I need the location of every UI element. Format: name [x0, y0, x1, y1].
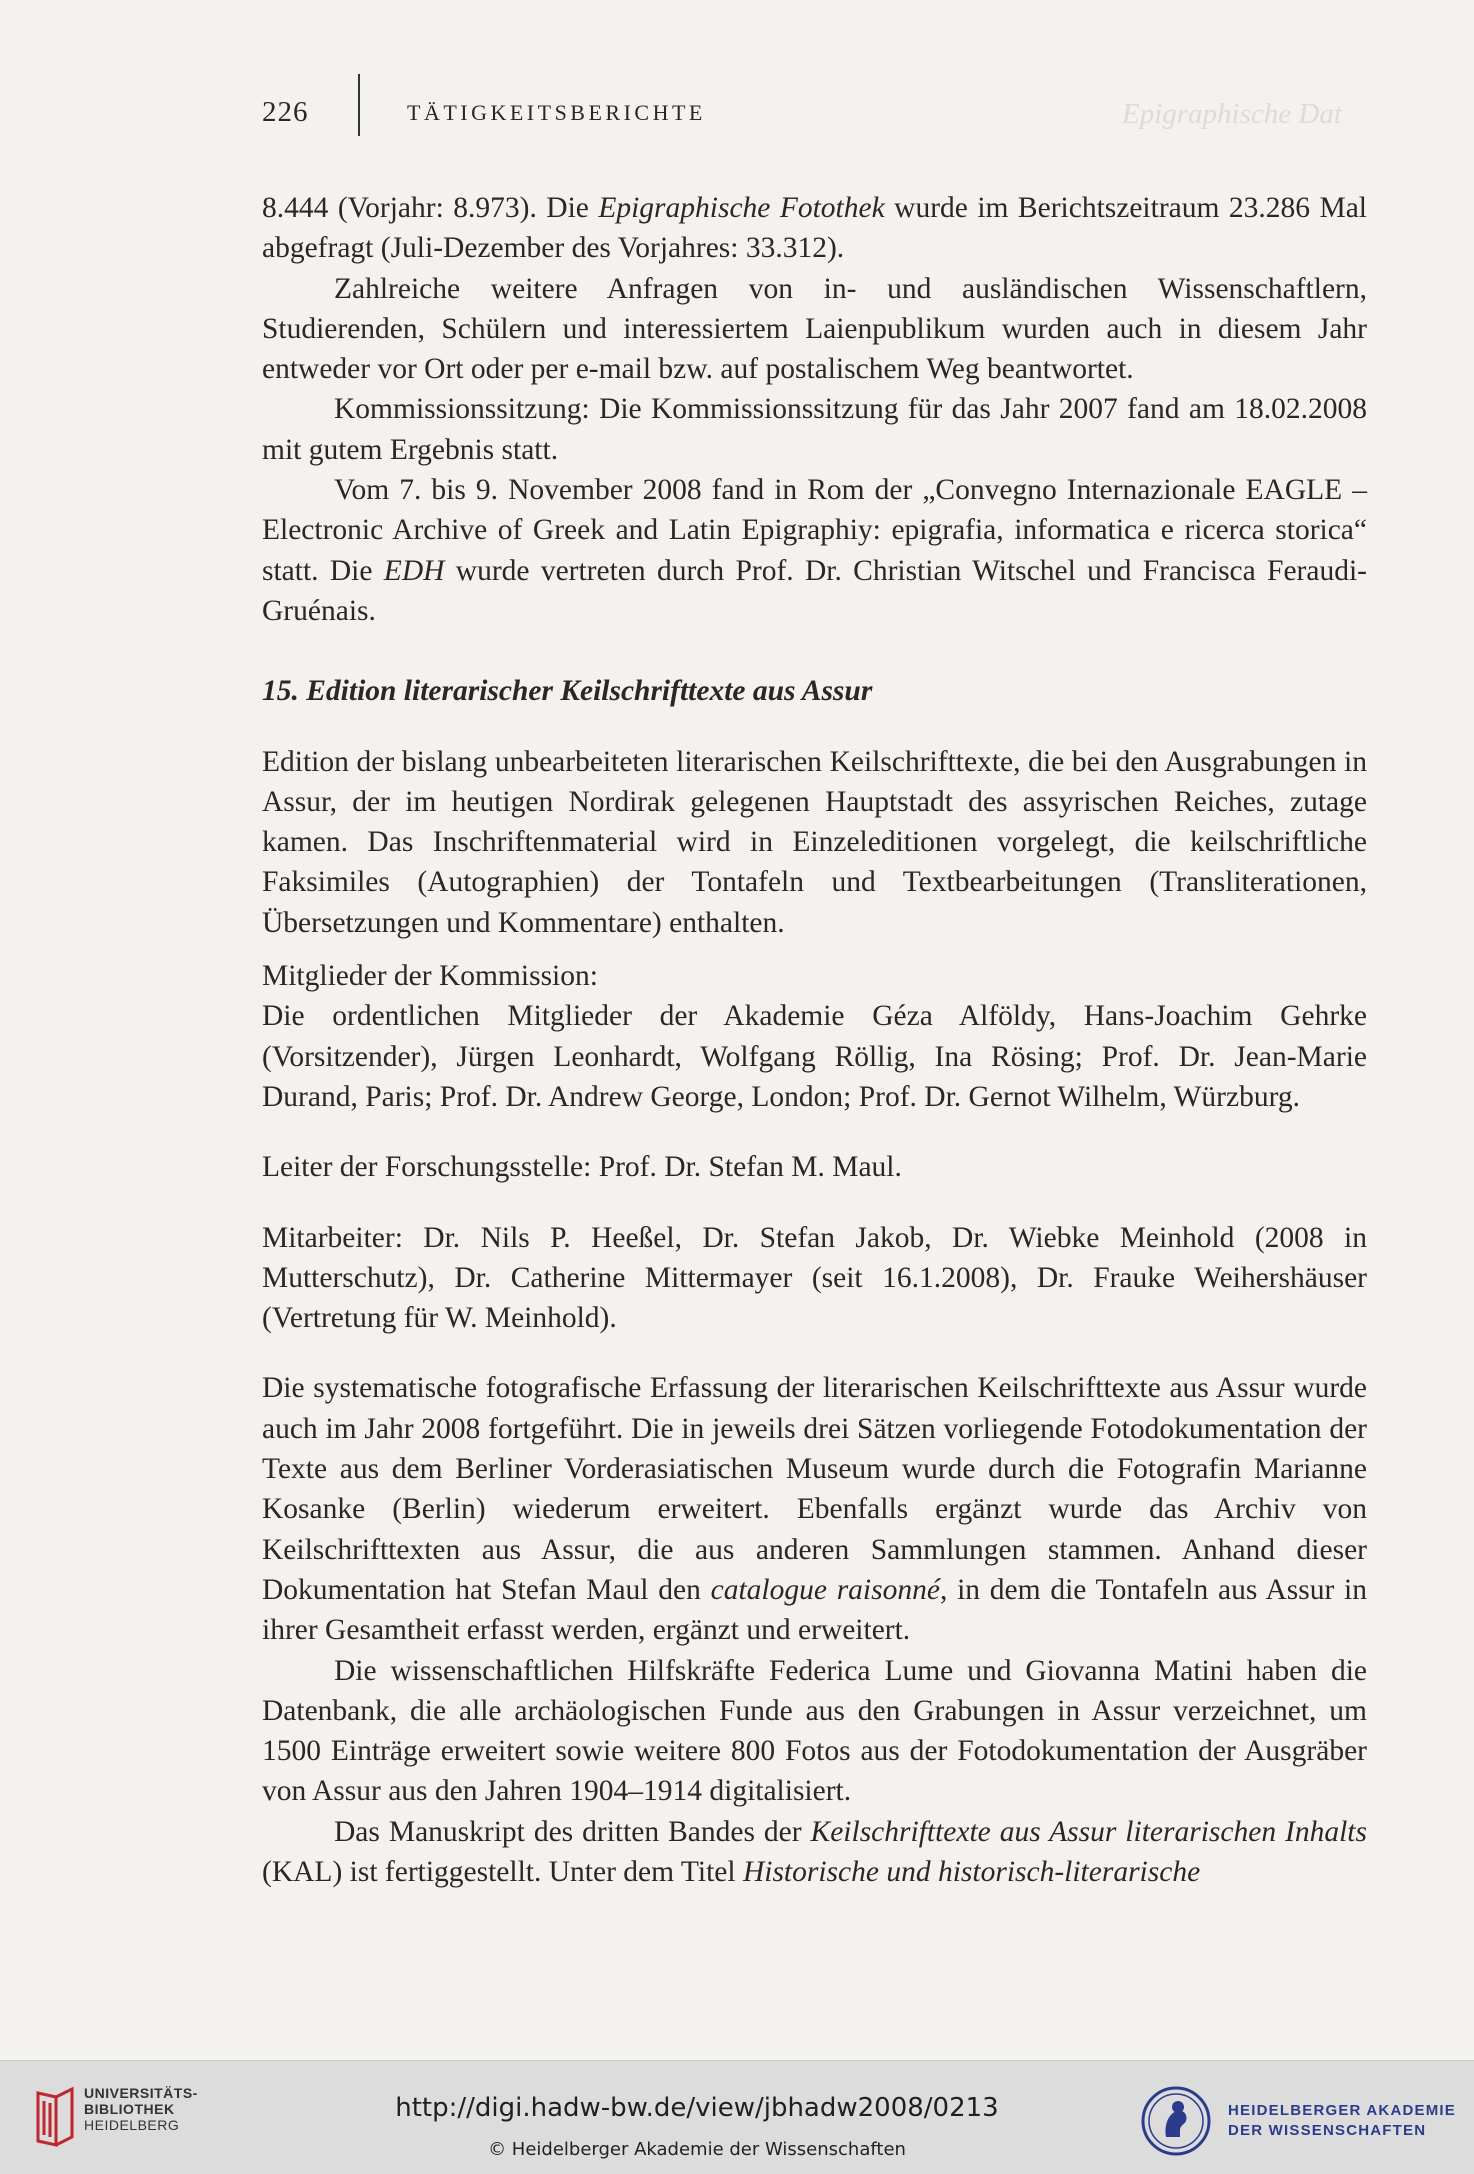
text-run: , in dem die Tontafeln aus Assur in ihrer Gesamtheit erfasst werden, ergänzt und erweitert.	[262, 1573, 1367, 1647]
academy-line: HEIDELBERGER AKADEMIE	[1228, 2102, 1456, 2119]
header-divider	[358, 74, 360, 136]
academy-seal-icon	[1140, 2085, 1212, 2157]
page-number: 226	[262, 96, 309, 128]
italic-title: Keilschrifttexte aus Assur literarischen Inhalts	[810, 1815, 1367, 1848]
italic-title: Epigraphische Fotothek	[598, 192, 885, 224]
viewer-footer	[0, 2060, 1474, 2174]
text-run: Die systematische fotografische Erfassung der literarischen Keilschrifttexte aus Assur wurde auch im Jahr 2008 fortgeführt. Die in jeweils drei Sätzen vorliegende Fotodokumentation der Texte aus dem Berliner Vorderasiatischen Museum wurde durch die Fotografin Marianne Kosanke (Berlin) wiederum erweitert. Ebenfalls ergänzt wurde das Archiv von Keilschrifttexten aus Assur, die aus anderen Sammlungen stammen. Anhand dieser Dokumentation hat Stefan Maul den	[262, 1372, 1367, 1606]
paragraph-members: Die ordentlichen Mitglieder der Akademie Géza Alföldy, Hans-Joachim Gehrke (Vorsitzender), Jürgen Leonhardt, Wolfgang Röllig, Ina Rösing; Prof. Dr. Jean-Marie Durand, Paris; Prof. Dr. Andrew George, London; Prof. Dr. Gernot Wilhelm, Würzburg.	[262, 1000, 1367, 1113]
paragraph-photo	[262, 1368, 1367, 1650]
paragraph-leader: Leiter der Forschungsstelle: Prof. Dr. Stefan M. Maul.	[262, 1151, 902, 1184]
text-run: wurde vertreten durch Prof. Dr. Christian Witschel und Francisca Feraudi-Gruénais.	[262, 554, 1367, 627]
paragraph-staff: Mitarbeiter: Dr. Nils P. Heeßel, Dr. Stefan Jakob, Dr. Wiebke Meinhold (2008 in Mutterschutz), Dr. Catherine Mittermayer (seit 16.1.2008), Dr. Frauke Weihershäuser (Vertretung für W. Meinhold).	[262, 1221, 1367, 1335]
members-label: Mitglieder der Kommission:	[262, 960, 598, 993]
paragraph-eagle	[262, 470, 1367, 631]
copyright-notice	[0, 2139, 1474, 2160]
running-head	[262, 92, 1362, 132]
ub-line: UNIVERSITÄTS-	[84, 2085, 198, 2101]
copyright-text: © Heidelberger Akademie der Wissenschaften	[488, 2139, 906, 2160]
academy-line: DER WISSENSCHAFTEN	[1228, 2122, 1427, 2139]
italic-title: Historische und historisch-literarische	[742, 1855, 1201, 1888]
paragraph-fotothek	[262, 188, 1367, 269]
italic-term: catalogue raisonné	[710, 1573, 940, 1606]
ub-line: BIBLIOTHEK	[84, 2101, 175, 2117]
paragraph-intro: Edition der bislang unbearbeiteten literarischen Keilschrifttexte, die bei den Ausgrabungen in Assur, der im heutigen Nordirak gelegenen Hauptstadt des assyrischen Reiches, zutage kamen. Das Inschriftenmaterial wird in Einzeleditionen vorgelegt, die keilschriftliche Faksimiles (Autographien) der Tontafeln und Textbearbeitungen (Transliterationen, Übersetzungen und Kommentare) enthalten.	[262, 745, 1367, 939]
text-run: Das Manuskript des dritten Bandes der	[334, 1815, 811, 1848]
paragraph-kal	[262, 1812, 1367, 1893]
permalink-text[interactable]: http://digi.hadw-bw.de/view/jbhadw2008/0213	[395, 2093, 999, 2123]
section-heading: 15. Edition literarischer Keilschrifttexte aus Assur	[262, 675, 873, 708]
text-run: 8.444 (Vorjahr: 8.973). Die	[262, 192, 599, 224]
text-run: Vom 7. bis 9. November 2008 fand in Rom der „Convegno Internazionale EAGLE – Electronic Archive of Greek and Latin Epigraphiy: epigrafia, informatica e ricerca storica“ statt. Die	[262, 474, 1367, 587]
ub-line: HEIDELBERG	[84, 2117, 180, 2133]
text-run: wurde im Berichtszeitraum 23.286 Mal abgefragt (Juli-Dezember des Vorjahres: 33.312).	[262, 192, 1367, 265]
text-run: (KAL) ist fertiggestellt. Unter dem Titel	[262, 1855, 743, 1888]
running-title: TÄTIGKEITSBERICHTE	[407, 100, 706, 125]
page-body	[262, 188, 1367, 1892]
academy-name	[1228, 2101, 1456, 2141]
paragraph-hilfskraefte: Die wissenschaftlichen Hilfskräfte Federica Lume und Giovanna Matini haben die Datenbank, die alle archäologischen Funde aus den Grabungen in Assur verzeichnet, um 1500 Einträge erweitert sowie weitere 800 Fotos aus der Fotodokumentation der Ausgräber von Assur aus den Jahren 1904–1914 digitalisiert.	[262, 1654, 1367, 1808]
bleed-through-text: Epigraphische Dat	[1122, 98, 1342, 130]
italic-abbrev: EDH	[383, 554, 445, 587]
paragraph-kommissionssitzung: Kommissionssitzung: Die Kommissionssitzung für das Jahr 2007 fand am 18.02.2008 mit gutem Ergebnis statt.	[262, 393, 1367, 466]
paragraph-anfragen: Zahlreiche weitere Anfragen von in- und ausländischen Wissenschaftlern, Studierenden, Schülern und interessiertem Laienpublikum wurden auch in diesem Jahr entweder vor Ort oder per e-mail bzw. auf postalischem Weg beantwortet.	[262, 272, 1367, 386]
